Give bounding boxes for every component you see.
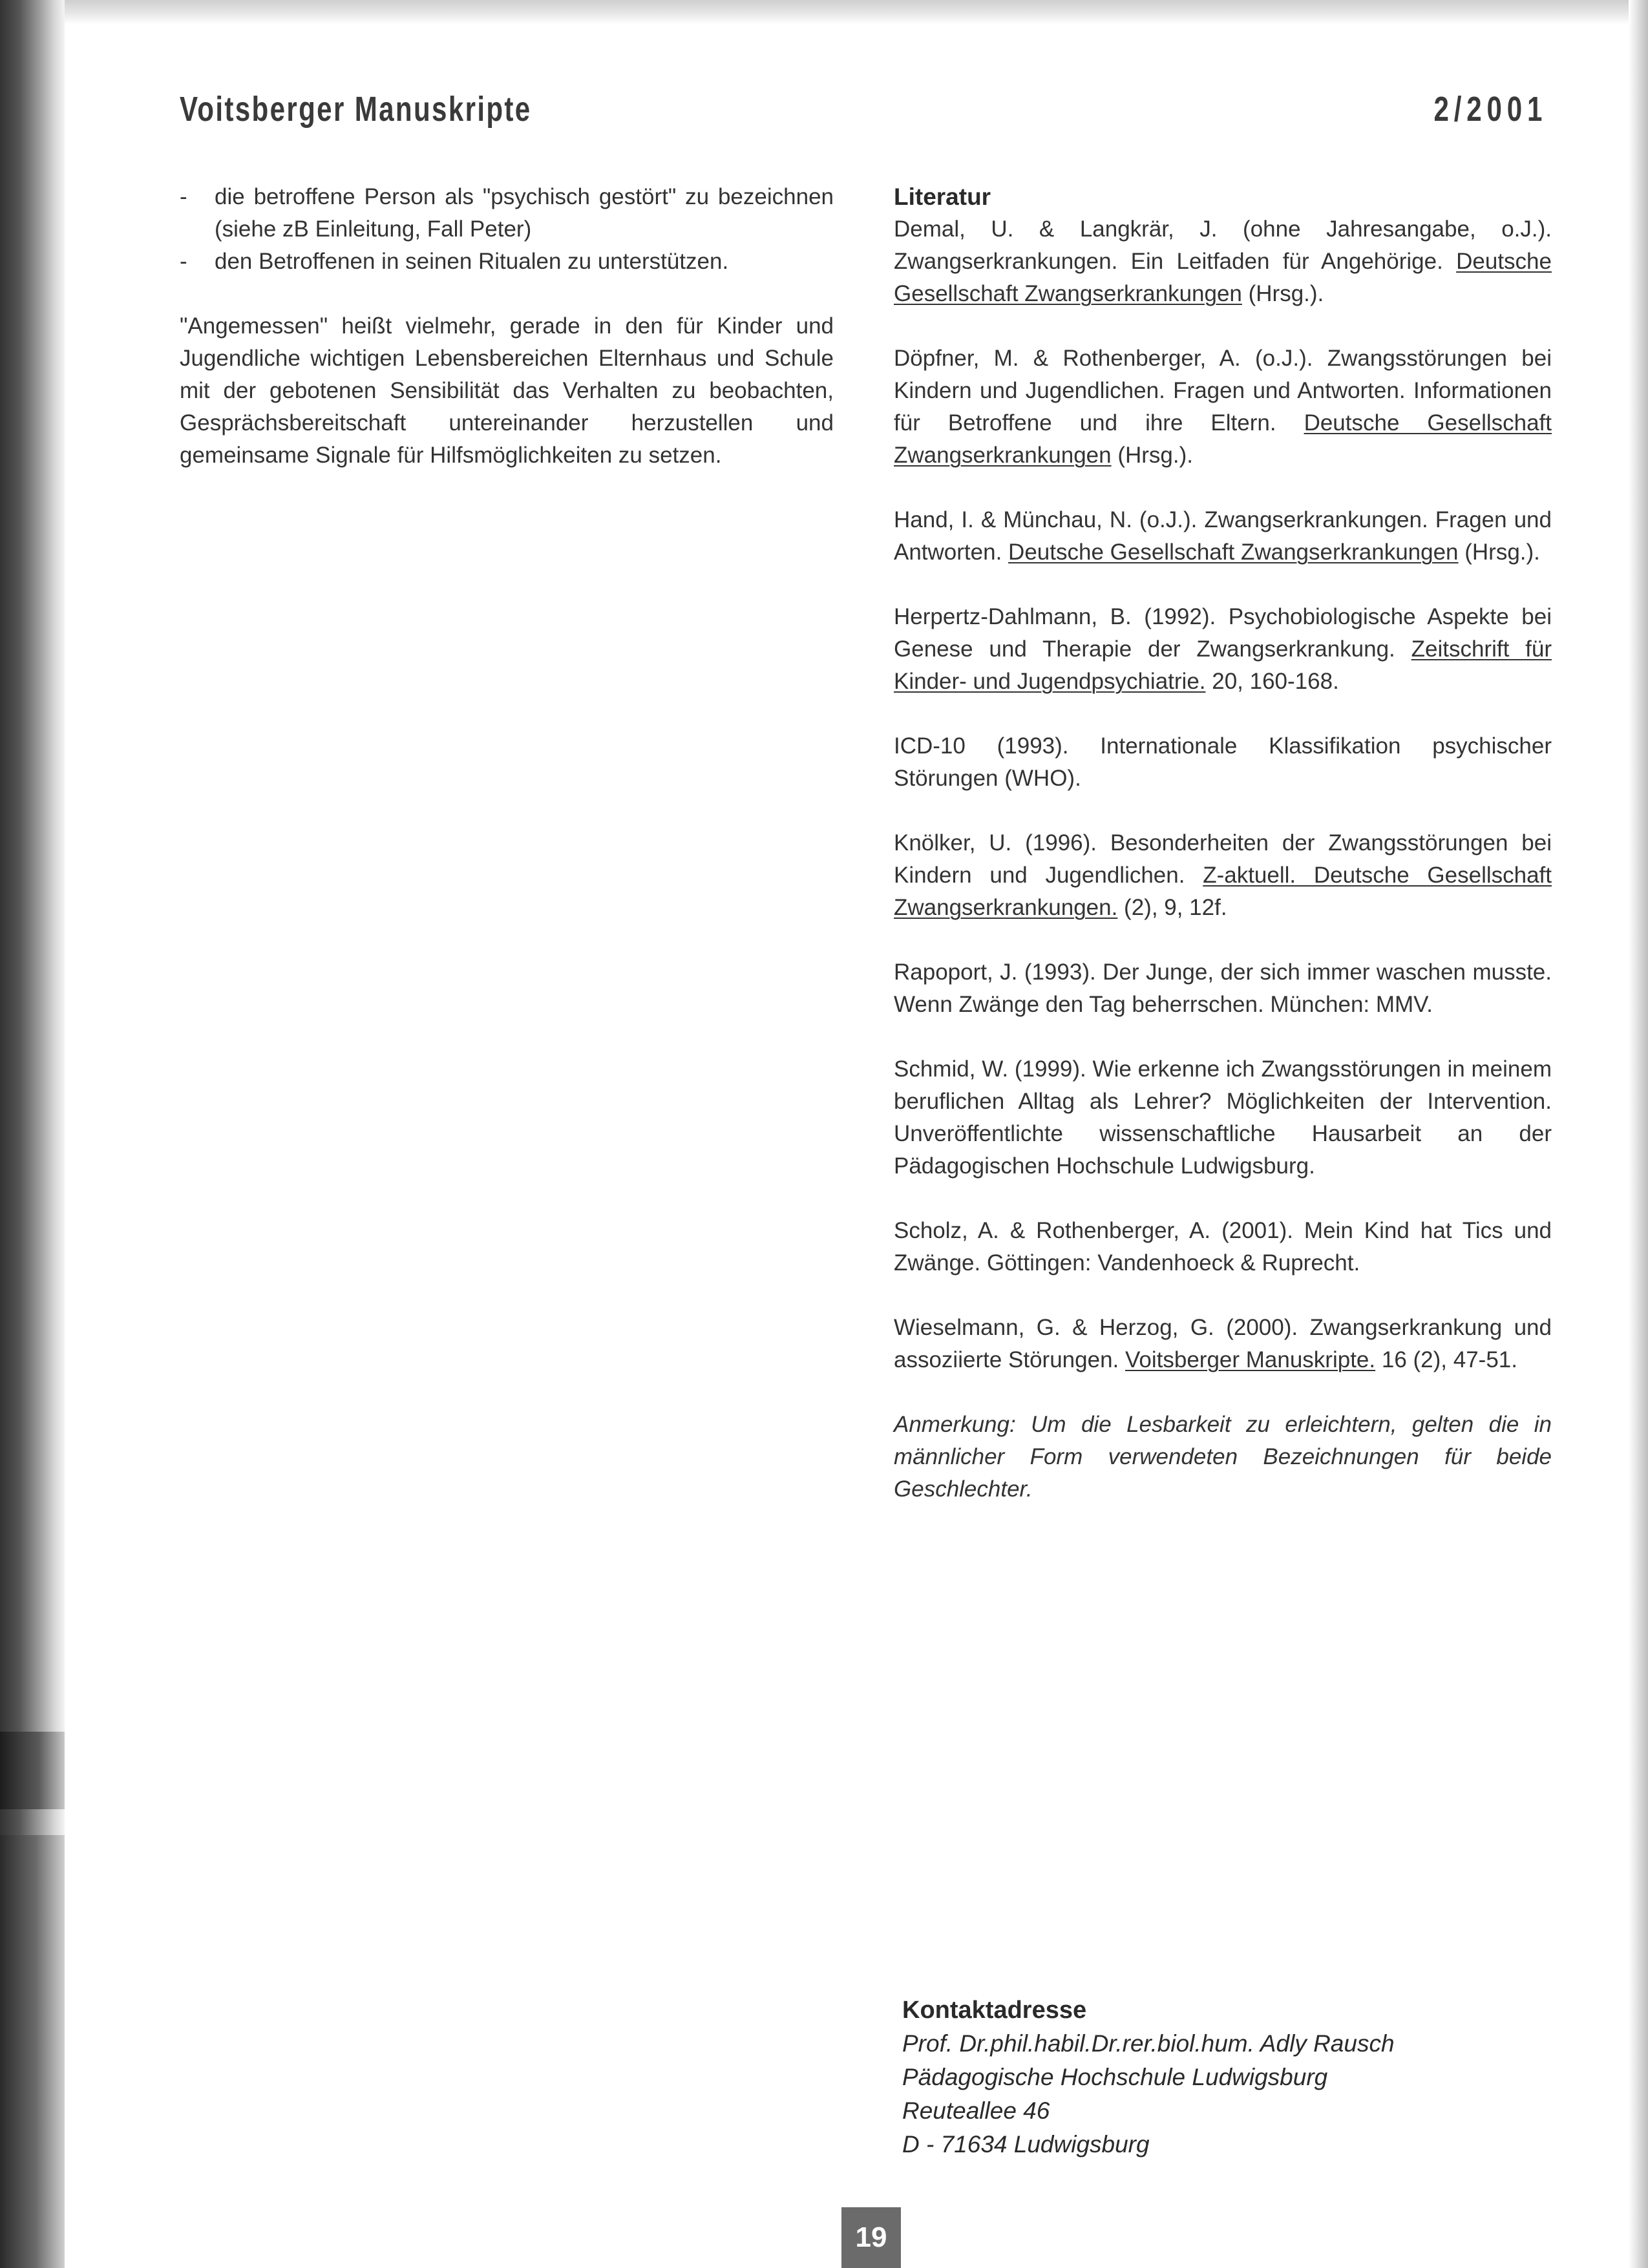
contact-line: Prof. Dr.phil.habil.Dr.rer.biol.hum. Adly Rausch: [902, 2030, 1395, 2057]
left-column: [180, 181, 834, 472]
reference-link: Voitsberger Manuskripte.: [1125, 1347, 1376, 1372]
page-header: [180, 89, 1547, 141]
reference-item: Döpfner, M. & Rothenberger, A. (o.J.). Zwangsstörungen bei Kindern und Jugendlichen. Fragen und Antworten. Informationen für Betroffene und ihre Eltern. Deutsche Gesellschaft Zwangserkrankungen (Hrsg.).: [894, 346, 1552, 468]
reference-item: Hand, I. & Münchau, N. (o.J.). Zwangserkrankungen. Fragen und Antworten. Deutsche Gesellschaft Zwangserkrankungen (Hrsg.).: [894, 507, 1552, 565]
reference-item: Wieselmann, G. & Herzog, G. (2000). Zwangserkrankung und assoziierte Störungen. Voitsberger Manuskripte. 16 (2), 47-51.: [894, 1315, 1552, 1372]
bullet-item: - den Betroffenen in seinen Ritualen zu unterstützen.: [180, 249, 729, 274]
reference-link: Zeitschrift für Kinder- und Jugendpsychiatrie.: [894, 636, 1552, 694]
scan-shadow-left: [0, 0, 65, 2268]
reference-item: Herpertz-Dahlmann, B. (1992). Psychobiologische Aspekte bei Genese und Therapie der Zwangserkrankung. Zeitschrift für Kinder- und Jugendpsychiatrie. 20, 160-168.: [894, 604, 1552, 694]
reference-link: Z-aktuell. Deutsche Gesellschaft Zwangserkrankungen.: [894, 863, 1552, 920]
contact-heading: Kontaktadresse: [902, 1997, 1087, 2024]
reference-link: Deutsche Gesellschaft Zwangserkrankungen: [894, 410, 1552, 468]
contact-block: [902, 1993, 1548, 2161]
reference-link: Deutsche Gesellschaft Zwangserkrankungen: [894, 249, 1552, 306]
contact-line: Reuteallee 46: [902, 2097, 1050, 2124]
reference-item: Rapoport, J. (1993). Der Junge, der sich immer waschen musste. Wenn Zwänge den Tag beherrschen. München: MMV.: [894, 960, 1552, 1017]
scan-shadow-right: [1629, 0, 1648, 2268]
reference-item: Demal, U. & Langkrär, J. (ohne Jahresangabe, o.J.). Zwangserkrankungen. Ein Leitfaden für Angehörige. Deutsche Gesellschaft Zwangserkrankungen (Hrsg.).: [894, 216, 1552, 306]
contact-line: D - 71634 Ludwigsburg: [902, 2131, 1150, 2158]
scan-band: [0, 1835, 65, 2268]
reference-item: Knölker, U. (1996). Besonderheiten der Zwangsstörungen bei Kindern und Jugendlichen. Z-aktuell. Deutsche Gesellschaft Zwangserkrankungen. (2), 9, 12f.: [894, 830, 1552, 920]
reference-link: Deutsche Gesellschaft Zwangserkrankungen: [1008, 540, 1459, 565]
literature-heading: Literatur: [894, 184, 991, 210]
reference-item: Scholz, A. & Rothenberger, A. (2001). Mein Kind hat Tics und Zwänge. Göttingen: Vandenhoeck & Ruprecht.: [894, 1218, 1552, 1276]
reference-item: Schmid, W. (1999). Wie erkenne ich Zwangsstörungen in meinem beruflichen Alltag als Lehrer? Möglichkeiten der Intervention. Unveröffentlichte wissenschaftliche Hausarbeit an der Pädagogischen Hochschule Ludwigsburg.: [894, 1056, 1552, 1179]
body-paragraph: "Angemessen" heißt vielmehr, gerade in den für Kinder und Jugendliche wichtigen Lebensbereichen Elternhaus und Schule mit der gebotenen Sensibilität das Verhalten zu beobachten, Gesprächsbereitschaft untereinander herzustellen und gemeinsame Signale für Hilfsmöglichkeiten zu setzen.: [180, 313, 834, 468]
reference-list: [894, 213, 1552, 1376]
scan-shadow-top: [65, 0, 1648, 25]
note-paragraph: Anmerkung: Um die Lesbarkeit zu erleichtern, gelten die in männlicher Form verwendeten Bezeichnungen für beide Geschlechter.: [894, 1412, 1552, 1502]
contact-line: Pädagogische Hochschule Ludwigsburg: [902, 2064, 1328, 2090]
literature-column: [894, 181, 1552, 1528]
issue-number: 2/2001: [1433, 90, 1547, 129]
scan-band: [0, 1732, 65, 1809]
journal-title: Voitsberger Manuskripte: [180, 90, 532, 129]
bullet-item: - die betroffene Person als "psychisch gestört" zu bezeichnen (siehe zB Einleitung, Fall Peter): [180, 184, 834, 242]
reference-item: ICD-10 (1993). Internationale Klassifikation psychischer Störungen (WHO).: [894, 733, 1552, 791]
page-number: 19: [841, 2207, 901, 2268]
